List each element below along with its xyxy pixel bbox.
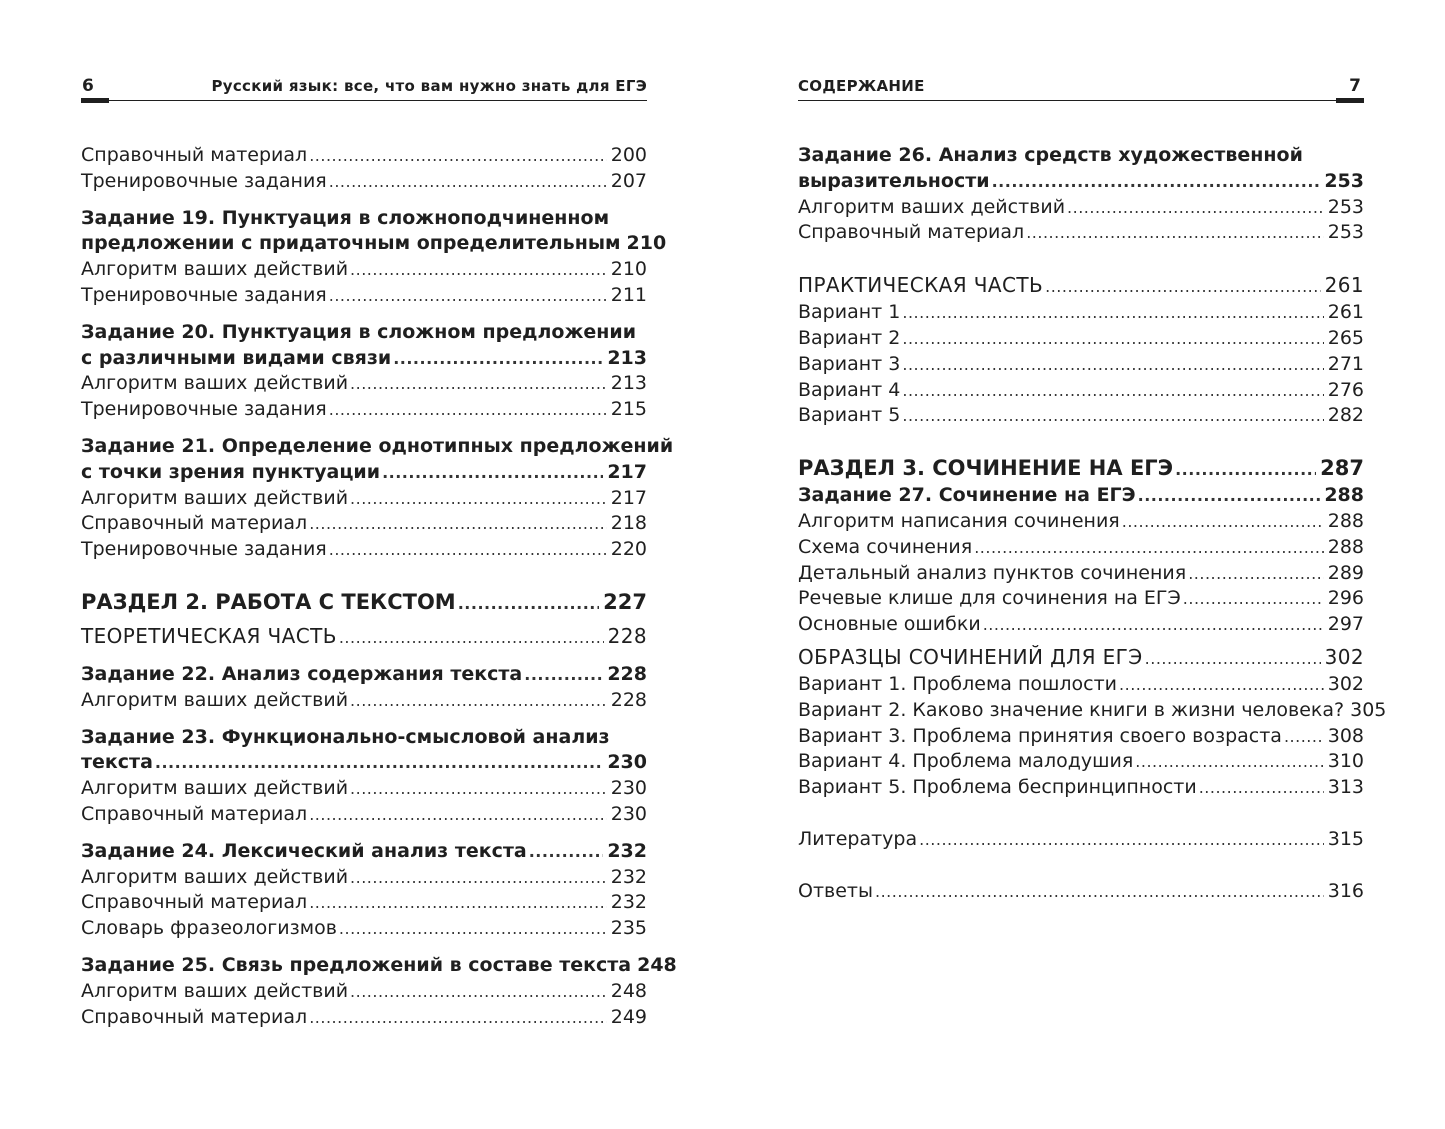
- toc-entry[interactable]: Справочный материал ..... 200: [81, 143, 647, 169]
- toc-section-entry[interactable]: РАЗДЕЛ 2. РАБОТА С ТЕКСТОМ ..... 227: [81, 589, 647, 617]
- toc-entry[interactable]: Алгоритм ваших действий ..... 228: [81, 688, 647, 714]
- toc-entry[interactable]: Алгоритм ваших действий ..... 213: [81, 371, 647, 397]
- toc-entry[interactable]: Справочный материал ..... 249: [81, 1005, 647, 1031]
- toc-entry[interactable]: Задание 24. Лексический анализ текста ..... 232: [81, 839, 647, 865]
- toc-part-entry[interactable]: ТЕОРЕТИЧЕСКАЯ ЧАСТЬ ..... 228: [81, 623, 647, 651]
- left-running-head: [81, 0, 647, 103]
- toc-entry[interactable]: текста ..... 230: [81, 750, 647, 776]
- toc-entry[interactable]: Словарь фразеологизмов ..... 235: [81, 916, 647, 942]
- toc-entry[interactable]: Задание 27. Сочинение на ЕГЭ ..... 288: [798, 483, 1364, 509]
- toc-entry[interactable]: Задание 22. Анализ содержания текста ..... 228: [81, 662, 647, 688]
- toc-task-heading: Задание 19. Пунктуация в сложноподчиненном: [81, 206, 610, 229]
- toc-entry[interactable]: Литература ..... 315: [798, 827, 1364, 853]
- header-rule: [81, 100, 647, 101]
- toc-entry[interactable]: Вариант 3 ..... 271: [798, 352, 1364, 378]
- toc-entry[interactable]: Вариант 1. Проблема пошлости ..... 302: [798, 672, 1364, 698]
- toc-entry[interactable]: Справочный материал ..... 218: [81, 511, 647, 537]
- toc-entry[interactable]: Справочный материал ..... 230: [81, 802, 647, 828]
- toc-section-entry[interactable]: РАЗДЕЛ 3. СОЧИНЕНИЕ НА ЕГЭ ..... 287: [798, 455, 1364, 483]
- toc-entry[interactable]: Тренировочные задания ..... 211: [81, 283, 647, 309]
- toc-part-entry[interactable]: ОБРАЗЦЫ СОЧИНЕНИЙ ДЛЯ ЕГЭ ..... 302: [798, 644, 1364, 672]
- toc-entry[interactable]: выразительности ..... 253: [798, 169, 1364, 195]
- toc-entry[interactable]: Вариант 4. Проблема малодушия ..... 310: [798, 749, 1364, 775]
- toc-entry[interactable]: Вариант 4 ..... 276: [798, 378, 1364, 404]
- toc-entry[interactable]: Алгоритм написания сочинения ..... 288: [798, 509, 1364, 535]
- left-page: [81, 0, 677, 1030]
- header-rule: [798, 100, 1364, 101]
- toc-task-heading: Задание 26. Анализ средств художественной: [798, 144, 1303, 166]
- right-running-title: СОДЕРЖАНИЕ: [798, 77, 925, 95]
- toc-entry[interactable]: Тренировочные задания ..... 220: [81, 537, 647, 563]
- page-number-marker: [81, 98, 109, 103]
- toc-entry[interactable]: Вариант 2 ..... 265: [798, 326, 1364, 352]
- left-page-number: 6: [82, 76, 94, 96]
- table-of-contents-left: [81, 143, 677, 1030]
- toc-entry[interactable]: Справочный материал ..... 253: [798, 220, 1364, 246]
- toc-entry[interactable]: Алгоритм ваших действий ..... 230: [81, 776, 647, 802]
- toc-entry[interactable]: Справочный материал ..... 232: [81, 890, 647, 916]
- toc-entry[interactable]: Алгоритм ваших действий ..... 217: [81, 486, 647, 512]
- right-page-number: 7: [1349, 76, 1361, 96]
- left-running-title: Русский язык: все, что вам нужно знать для ЕГЭ: [211, 77, 647, 95]
- toc-entry[interactable]: с точки зрения пунктуации ..... 217: [81, 460, 647, 486]
- toc-entry[interactable]: Алгоритм ваших действий ..... 248: [81, 979, 647, 1005]
- toc-task-heading: Задание 23. Функционально-смысловой анализ: [81, 725, 610, 748]
- toc-entry[interactable]: Алгоритм ваших действий ..... 253: [798, 195, 1364, 221]
- toc-entry[interactable]: Тренировочные задания ..... 207: [81, 169, 647, 195]
- toc-entry[interactable]: Детальный анализ пунктов сочинения ..... 289: [798, 561, 1364, 587]
- toc-entry[interactable]: Тренировочные задания ..... 215: [81, 397, 647, 423]
- right-running-head: [798, 0, 1364, 103]
- toc-entry[interactable]: Алгоритм ваших действий ..... 232: [81, 865, 647, 891]
- toc-entry[interactable]: Вариант 5 ..... 282: [798, 403, 1364, 429]
- toc-entry[interactable]: Схема сочинения ..... 288: [798, 535, 1364, 561]
- toc-task-heading: Задание 21. Определение однотипных предложений: [81, 434, 674, 457]
- toc-entry[interactable]: Основные ошибки ..... 297: [798, 612, 1364, 638]
- toc-entry[interactable]: Вариант 2. Каково значение книги в жизни человека? 305: [798, 698, 1387, 721]
- toc-part-entry[interactable]: ПРАКТИЧЕСКАЯ ЧАСТЬ ..... 261: [798, 272, 1364, 300]
- page-number-marker: [1336, 98, 1364, 103]
- toc-entry[interactable]: Вариант 1 ..... 261: [798, 300, 1364, 326]
- toc-entry[interactable]: Речевые клише для сочинения на ЕГЭ ..... 296: [798, 586, 1364, 612]
- toc-entry[interactable]: Задание 25. Связь предложений в составе текста 248: [81, 953, 677, 976]
- toc-task-heading: Задание 20. Пунктуация в сложном предложении: [81, 320, 637, 343]
- toc-entry[interactable]: с различными видами связи ..... 213: [81, 346, 647, 372]
- right-page: [798, 0, 1387, 905]
- toc-entry[interactable]: Вариант 3. Проблема принятия своего возраста ..... 308: [798, 724, 1364, 750]
- toc-entry[interactable]: Алгоритм ваших действий ..... 210: [81, 257, 647, 283]
- toc-entry[interactable]: предложении с придаточным определительным 210: [81, 232, 667, 255]
- table-of-contents-right: [798, 143, 1387, 905]
- toc-entry[interactable]: Вариант 5. Проблема беспринципности ..... 313: [798, 775, 1364, 801]
- toc-entry[interactable]: Ответы ..... 316: [798, 879, 1364, 905]
